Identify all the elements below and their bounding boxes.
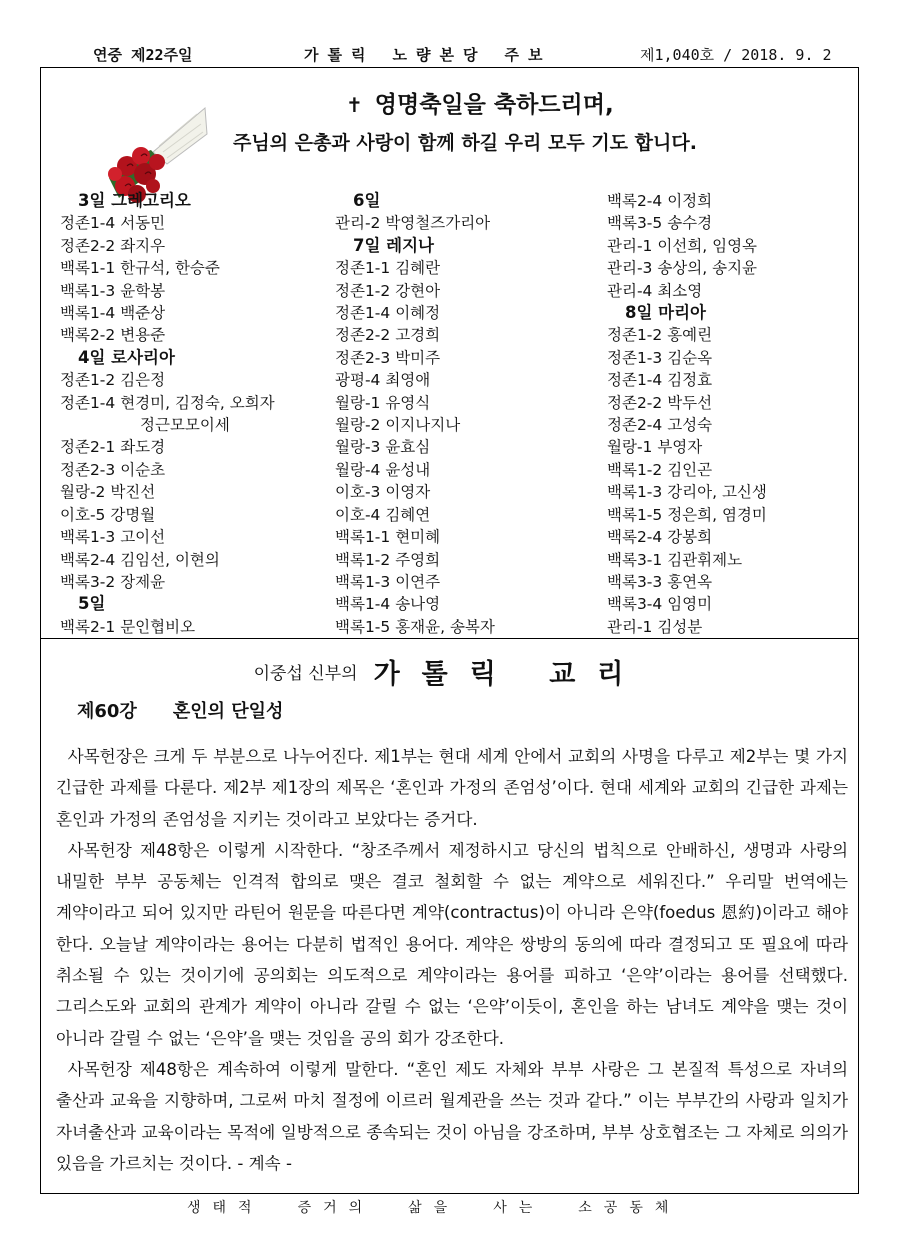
- feast-entry: 백록1-1 현미혜: [335, 528, 441, 547]
- feast-entry: 백록2-4 이정희: [607, 192, 713, 210]
- bulletin-name: 가톨릭 노량본당 주보: [304, 46, 552, 64]
- feast-entry: 관리-1 김성분: [607, 617, 703, 636]
- feast-entry: 백록1-3 고이선: [60, 528, 166, 547]
- feast-title-text: 영명축일을 축하드리며,: [374, 92, 614, 118]
- lecture-number: 제60강: [77, 701, 137, 722]
- footer-word: 증거의: [297, 1200, 375, 1216]
- feast-entry: 정존2-2 좌지우: [60, 236, 166, 255]
- feast-entry: 월랑-4 윤성내: [335, 460, 431, 479]
- feast-entry: 정존2-2 고경희: [335, 326, 441, 345]
- feast-day-heading: 4일 로사리아: [78, 347, 175, 367]
- footer-word: 소공동체: [578, 1200, 681, 1216]
- feast-entry: 정존1-2 김은정: [60, 371, 166, 390]
- feast-entry: 백록1-4 송나영: [335, 595, 441, 614]
- bulletin-frame: [40, 67, 859, 1194]
- paragraph: 사목헌장 제48항은 계속하여 이렇게 말한다. “혼인 제도 자체와 부부 사랑은 그 본질적 특성으로 자녀의 출산과 교육을 지향하며, 그로써 마치 절정에 이르러 월계관을 쓰는 것과 같다.” 이는 부부간의 사랑과 일치가 자녀출산과 교육이라는 목적에 일방적으로 종속되는 것이 아님을 강조하며, 부부 상호협조는 그 자체로 의의가 있음을 가르치는 것이다. - 계속 -: [56, 1059, 848, 1173]
- doctrine-body: [56, 741, 848, 1179]
- feast-entry: 백록1-4 백준상: [60, 304, 166, 323]
- issue-week: 연중 제22주일: [93, 46, 193, 64]
- lecture-title: 혼인의 단일성: [172, 701, 284, 722]
- footer-word: 삶을: [408, 1200, 460, 1216]
- feast-entry: 백록1-2 주영희: [335, 550, 441, 569]
- feast-entry: 정존2-3 이순초: [60, 460, 166, 479]
- feast-entry: 백록1-3 강리아, 고신생: [607, 483, 767, 502]
- feast-entry: 백록1-1 한규석, 한승준: [60, 259, 220, 278]
- feast-entry: 이호-4 김혜연: [335, 505, 431, 524]
- paragraph: 사목헌장 제48항은 이렇게 시작한다. “창조주께서 제정하시고 당신의 법칙으로 안배하신, 생명과 사랑의 내밀한 부부 공동체는 인격적 합의로 맺은 결코 철회할 수 없는 계약으로 세워진다.” 우리말 번역에는 계약이라고 되어 있지만 라틴어 원문을 따른다면 계약(contractus)이 아니라 은약(foedus 恩約)이라고 해야 한다. 오늘날 계약이라는 용어는 다분히 법적인 용어다. 계약은 쌍방의 동의에 따라 결정되고 또 필요에 따라 취소될 수 있는 것이기에 공의회는 의도적으로 계약이라는 용어를 피하고 ‘은약’이라는 용어를 선택했다. 그리스도와 교회의 관계가 계약이 아니라 갈릴 수 없는 ‘은약’이듯이, 혼인을 하는 남녀도 계약을 맺는 것이 아니라 갈릴 수 없는 ‘은약’을 맺는 것임을 공의 회가 강조한다.: [56, 840, 848, 1048]
- doctrine-author: 이중섭 신부의: [253, 664, 358, 684]
- feast-day-heading: 6일: [353, 191, 381, 210]
- feast-entry: 백록3-3 홍연옥: [607, 572, 713, 591]
- footer-word: 사는: [493, 1200, 545, 1216]
- feast-entry: 관리-4 최소영: [607, 281, 703, 300]
- feast-entry: 백록2-2 변용준: [60, 326, 166, 345]
- feast-entry: 정존2-3 박미주: [335, 348, 441, 367]
- feast-day-heading: 3일 그레고리오: [78, 191, 191, 210]
- cross-icon: ✝: [346, 93, 363, 117]
- feast-entry: 월랑-1 부영자: [607, 438, 703, 457]
- feast-entry: 관리-3 송상의, 송지윤: [607, 259, 758, 278]
- feast-entry: 백록1-2 김인곤: [607, 460, 713, 479]
- feast-day-heading: 5일: [78, 594, 106, 614]
- feast-entry: 관리-2 박영철즈가리아: [335, 214, 491, 233]
- doctrine-header: [41, 652, 858, 691]
- feast-title: [346, 86, 614, 119]
- feast-entry: 정존1-3 김순옥: [607, 348, 713, 367]
- section-divider: [41, 638, 858, 639]
- feast-entry: 월랑-3 윤효심: [335, 438, 431, 457]
- feast-entry: 정존1-2 강현아: [335, 281, 441, 300]
- feast-list-column-2: [335, 190, 495, 638]
- paragraph: 사목헌장은 크게 두 부분으로 나누어진다. 제1부는 현대 세계 안에서 교회의 사명을 다루고 제2부는 몇 가지 긴급한 과제를 다룬다. 제2부 제1장의 제목은 ‘혼인과 가정의 존엄성’이다. 현대 세계와 교회의 긴급한 과제는 혼인과 가정의 존엄성을 지키는 것이라고 보았다는 증거다.: [56, 747, 848, 829]
- feast-entry: 백록3-2 장제윤: [60, 572, 166, 591]
- feast-entry: 백록3-4 임영미: [607, 595, 713, 614]
- feast-entry: 이호-5 강명월: [60, 505, 156, 524]
- feast-list-column-3: [607, 190, 767, 638]
- feast-entry: 광평-4 최영애: [335, 371, 431, 390]
- feast-entry: 백록1-5 홍재윤, 송복자: [335, 617, 495, 636]
- feast-day-heading: 7일 레지나: [353, 235, 434, 255]
- feast-entry: 월랑-2 박진선: [60, 483, 156, 502]
- feast-entry: 정근모모이세: [140, 416, 230, 435]
- feast-entry: 정존1-4 현경미, 김정숙, 오희자: [60, 393, 275, 412]
- feast-entry: 백록2-1 문인협비오: [60, 617, 196, 636]
- issue-number-date: 제1,040호 / 2018. 9. 2: [640, 46, 832, 64]
- feast-entry: 백록2-4 김임선, 이현의: [60, 550, 220, 569]
- feast-entry: 정존1-4 김정효: [607, 371, 713, 390]
- doctrine-title: 가톨릭 교리: [373, 659, 646, 690]
- feast-entry: 정존1-2 홍예린: [607, 326, 713, 345]
- feast-entry: 백록1-5 정은희, 염경미: [607, 505, 767, 524]
- feast-entry: 이호-3 이영자: [335, 483, 431, 502]
- feast-entry: 백록3-1 김관휘제노: [607, 550, 743, 569]
- feast-entry: 정존1-4 이혜정: [335, 304, 441, 323]
- feast-entry: 월랑-1 유영식: [335, 393, 431, 412]
- footer-word: 생태적: [187, 1200, 264, 1216]
- feast-entry: 정존2-4 고성숙: [607, 416, 713, 435]
- feast-subtitle: 주님의 은총과 사랑이 함께 하길 우리 모두 기도 합니다.: [233, 132, 697, 154]
- feast-entry: 정존1-1 김혜란: [335, 259, 441, 278]
- feast-entry: 백록3-5 송수경: [607, 214, 713, 233]
- feast-day-heading: 8일 마리아: [625, 303, 706, 323]
- feast-list-column-1: [60, 190, 275, 638]
- feast-entry: 정존1-4 서동민: [60, 214, 166, 233]
- lecture-heading: [77, 697, 283, 723]
- feast-entry: 월랑-2 이지나지나: [335, 416, 461, 435]
- feast-entry: 관리-1 이선희, 임영옥: [607, 236, 758, 255]
- footer-motto: [187, 1197, 714, 1217]
- feast-entry: 백록1-3 이연주: [335, 572, 441, 591]
- feast-entry: 정존2-2 박두선: [607, 393, 713, 412]
- feast-entry: 백록2-4 강봉희: [607, 528, 713, 547]
- feast-entry: 백록1-3 윤학봉: [60, 281, 166, 300]
- feast-entry: 정존2-1 좌도경: [60, 438, 166, 457]
